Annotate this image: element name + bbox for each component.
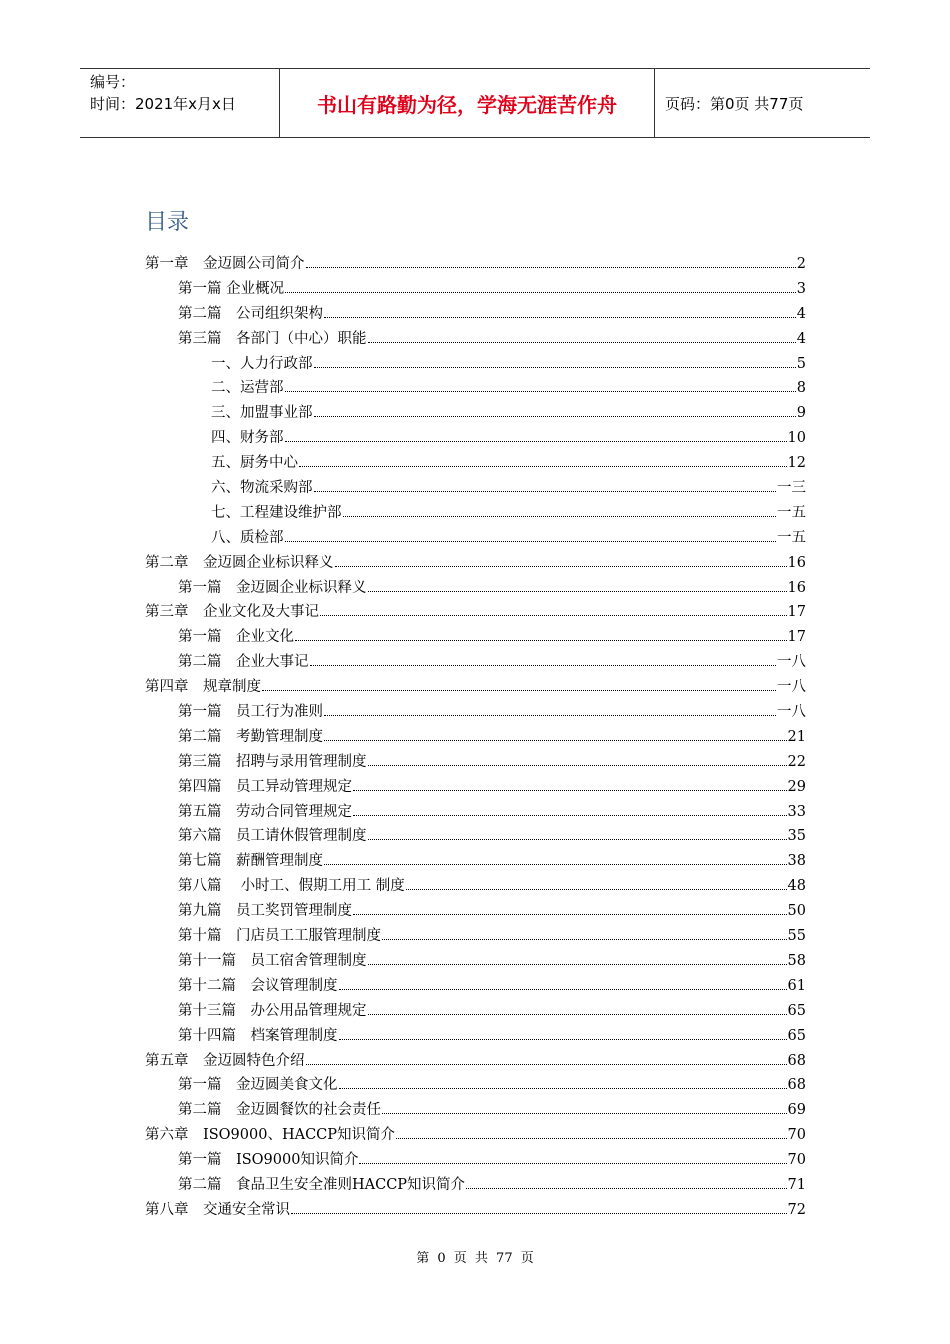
toc-leader-dots <box>324 852 787 865</box>
toc-entry[interactable] <box>145 1148 806 1173</box>
toc-leader-dots <box>324 703 776 716</box>
toc-entry[interactable] <box>145 800 806 825</box>
toc-entry-label: 第七篇 薪酬管理制度 <box>178 853 323 870</box>
toc-entry[interactable] <box>145 1098 806 1123</box>
toc-entry[interactable] <box>145 824 806 849</box>
toc-entry[interactable] <box>145 302 806 327</box>
page-header <box>80 68 870 138</box>
toc-entry[interactable] <box>145 401 806 426</box>
toc-entry[interactable] <box>145 327 806 352</box>
toc-entry-label: 四、财务部 <box>211 430 284 447</box>
toc-entry-page: 12 <box>787 455 806 472</box>
toc-entry-page: 21 <box>787 728 806 745</box>
toc-entry-label: 第四篇 员工异动管理规定 <box>178 778 352 795</box>
toc-entry-label: 第二章 金迈圆企业标识释义 <box>145 554 334 571</box>
toc-leader-dots <box>324 728 787 741</box>
toc-leader-dots <box>291 1201 787 1214</box>
toc-leader-dots <box>306 1052 787 1065</box>
toc-leader-dots <box>306 255 796 268</box>
toc-entry-label: 第四章 规章制度 <box>145 679 261 696</box>
toc-entry[interactable] <box>145 1123 806 1148</box>
toc-leader-dots <box>324 305 796 318</box>
toc-entry[interactable] <box>145 700 806 725</box>
toc-entry[interactable] <box>145 551 806 576</box>
toc-entry[interactable] <box>145 277 806 302</box>
toc-leader-dots <box>368 330 796 343</box>
toc-entry-page: 3 <box>796 280 806 297</box>
toc-entry[interactable] <box>145 1198 806 1223</box>
toc-entry-page: 55 <box>787 928 806 945</box>
toc-leader-dots <box>353 803 787 816</box>
toc-entry-page: 22 <box>787 753 806 770</box>
toc-entry[interactable] <box>145 1173 806 1198</box>
header-time-label: 时间：2021年x月x日 <box>90 95 236 113</box>
toc-entry[interactable] <box>145 501 806 526</box>
toc-entry[interactable] <box>145 725 806 750</box>
toc-leader-dots <box>353 778 787 791</box>
toc-entry-label: 第三篇 各部门（中心）职能 <box>178 330 367 347</box>
toc-entry[interactable] <box>145 775 806 800</box>
toc-entry-page: 72 <box>787 1201 806 1218</box>
toc-entry[interactable] <box>145 352 806 377</box>
toc-entry-page: 一三 <box>777 480 806 497</box>
toc-leader-dots <box>314 479 777 492</box>
toc-title: 目录 <box>145 210 190 235</box>
toc-leader-dots <box>368 952 787 965</box>
toc-entry[interactable] <box>145 675 806 700</box>
toc-entry-page: 70 <box>787 1152 806 1169</box>
toc-entry[interactable] <box>145 625 806 650</box>
toc-leader-dots <box>335 554 787 567</box>
toc-entry-page: 4 <box>796 305 806 322</box>
toc-entry[interactable] <box>145 849 806 874</box>
toc-leader-dots <box>382 927 787 940</box>
toc-entry[interactable] <box>145 1024 806 1049</box>
toc-entry-label: 二、运营部 <box>211 380 284 397</box>
toc-leader-dots <box>285 379 796 392</box>
toc-entry-page: 一八 <box>777 704 806 721</box>
toc-entry-page: 17 <box>787 604 806 621</box>
toc-leader-dots <box>285 280 796 293</box>
toc-entry-page: 68 <box>787 1077 806 1094</box>
toc-entry[interactable] <box>145 1049 806 1074</box>
toc-leader-dots <box>353 902 787 915</box>
toc-entry-page: 一五 <box>777 504 806 521</box>
toc-entry-label: 第一篇 员工行为准则 <box>178 704 323 721</box>
toc-entry-page: 48 <box>787 878 806 895</box>
toc-entry-page: 61 <box>787 977 806 994</box>
toc-leader-dots <box>299 454 787 467</box>
toc-entry[interactable] <box>145 526 806 551</box>
toc-leader-dots <box>368 753 787 766</box>
toc-entry[interactable] <box>145 451 806 476</box>
toc-entry[interactable] <box>145 376 806 401</box>
toc-leader-dots <box>466 1176 786 1189</box>
header-number-label: 编号： <box>90 73 136 91</box>
toc-entry-label: 八、质检部 <box>211 529 284 546</box>
toc-entry-label: 六、物流采购部 <box>211 480 313 497</box>
toc-entry-page: 一八 <box>777 679 806 696</box>
header-page-info: 页码：第0页 共77页 <box>665 94 804 113</box>
toc-entry[interactable] <box>145 999 806 1024</box>
toc-entry-label: 第五篇 劳动合同管理规定 <box>178 803 352 820</box>
toc-leader-dots <box>368 579 787 592</box>
toc-entry[interactable] <box>145 1073 806 1098</box>
toc-entry-page: 38 <box>787 853 806 870</box>
toc-entry-label: 一、人力行政部 <box>211 355 313 372</box>
toc-entry-label: 第二篇 企业大事记 <box>178 654 309 671</box>
toc-entry-label: 第三篇 招聘与录用管理制度 <box>178 753 367 770</box>
toc-entry[interactable] <box>145 600 806 625</box>
toc-entry-page: 50 <box>787 903 806 920</box>
toc-entry-page: 65 <box>787 1027 806 1044</box>
toc-entry[interactable] <box>145 750 806 775</box>
toc-entry-page: 5 <box>796 355 806 372</box>
toc-leader-dots <box>339 1027 787 1040</box>
toc-entry-page: 65 <box>787 1002 806 1019</box>
toc-entry-page: 16 <box>787 579 806 596</box>
toc-entry-page: 一五 <box>777 529 806 546</box>
header-motto: 书山有路勤为径，学海无涯苦作舟 <box>280 69 655 137</box>
toc-entry-page: 35 <box>787 828 806 845</box>
toc-entry[interactable] <box>145 874 806 899</box>
toc-leader-dots <box>382 1101 787 1114</box>
toc-entry-label: 第十一篇 员工宿舍管理制度 <box>178 952 367 969</box>
toc-leader-dots <box>359 1151 786 1164</box>
toc-entry-page: 29 <box>787 778 806 795</box>
toc-entry-label: 三、加盟事业部 <box>211 405 313 422</box>
toc-leader-dots <box>320 603 787 616</box>
toc-entry-page: 33 <box>787 803 806 820</box>
toc-leader-dots <box>285 529 777 542</box>
toc-entry-label: 第八篇 小时工、假期工用工 制度 <box>178 878 405 895</box>
toc-entry-label: 第五章 金迈圆特色介绍 <box>145 1052 305 1069</box>
table-of-contents <box>145 252 806 1223</box>
toc-leader-dots <box>295 628 787 641</box>
toc-entry-label: 第十篇 门店员工工服管理制度 <box>178 928 381 945</box>
toc-entry-label: 第一篇 金迈圆美食文化 <box>178 1077 338 1094</box>
page-footer: 第 0 页 共 77 页 <box>416 1251 534 1266</box>
toc-entry-page: 10 <box>787 430 806 447</box>
toc-entry-label: 第一篇 企业概况 <box>178 280 285 297</box>
toc-leader-dots <box>310 653 777 666</box>
toc-entry-page: 一八 <box>777 654 806 671</box>
toc-leader-dots <box>343 504 777 517</box>
toc-entry[interactable] <box>145 924 806 949</box>
toc-entry-page: 4 <box>796 330 806 347</box>
toc-entry-page: 9 <box>796 405 806 422</box>
toc-entry-label: 第十二篇 会议管理制度 <box>178 977 338 994</box>
toc-leader-dots <box>406 877 787 890</box>
toc-entry-label: 第八章 交通安全常识 <box>145 1201 290 1218</box>
toc-entry-label: 第二篇 金迈圆餐饮的社会责任 <box>178 1102 381 1119</box>
toc-entry[interactable] <box>145 252 806 277</box>
toc-entry-label: 五、厨务中心 <box>211 455 298 472</box>
toc-entry-label: 第二篇 食品卫生安全准则HACCP知识简介 <box>178 1176 466 1193</box>
toc-entry[interactable] <box>145 899 806 924</box>
toc-entry-label: 第二篇 考勤管理制度 <box>178 728 323 745</box>
toc-leader-dots <box>262 678 776 691</box>
toc-leader-dots <box>314 404 796 417</box>
toc-entry-page: 70 <box>787 1127 806 1144</box>
toc-entry[interactable] <box>145 576 806 601</box>
toc-leader-dots <box>339 977 787 990</box>
toc-entry-label: 第十三篇 办公用品管理规定 <box>178 1002 367 1019</box>
toc-entry-label: 第六篇 员工请休假管理制度 <box>178 828 367 845</box>
toc-entry-label: 第一篇 金迈圆企业标识释义 <box>178 579 367 596</box>
toc-entry-label: 第一篇 ISO9000知识简介 <box>178 1152 359 1169</box>
toc-entry-page: 16 <box>787 554 806 571</box>
toc-entry[interactable] <box>145 949 806 974</box>
toc-entry[interactable] <box>145 426 806 451</box>
toc-entry-page: 2 <box>796 256 806 272</box>
toc-leader-dots <box>314 355 796 368</box>
toc-leader-dots <box>285 429 787 442</box>
toc-entry-page: 8 <box>796 380 806 397</box>
header-meta <box>80 69 280 137</box>
toc-entry-label: 第三章 企业文化及大事记 <box>145 604 319 621</box>
toc-entry-page: 17 <box>787 629 806 646</box>
toc-entry[interactable] <box>145 650 806 675</box>
toc-entry-label: 第一章 金迈圆公司简介 <box>145 256 305 272</box>
toc-entry-page: 71 <box>787 1176 806 1193</box>
toc-leader-dots <box>396 1126 787 1139</box>
toc-leader-dots <box>339 1076 787 1089</box>
toc-entry-label: 第六章 ISO9000、HACCP知识简介 <box>145 1127 396 1144</box>
toc-entry-page: 58 <box>787 952 806 969</box>
toc-leader-dots <box>368 827 787 840</box>
toc-entry-label: 第一篇 企业文化 <box>178 629 294 646</box>
toc-leader-dots <box>368 1002 787 1015</box>
toc-entry-label: 第十四篇 档案管理制度 <box>178 1027 338 1044</box>
toc-entry-label: 第九篇 员工奖罚管理制度 <box>178 903 352 920</box>
toc-entry-label: 七、工程建设维护部 <box>211 504 342 521</box>
toc-entry[interactable] <box>145 974 806 999</box>
toc-entry[interactable] <box>145 476 806 501</box>
toc-entry-page: 69 <box>787 1102 806 1119</box>
toc-entry-page: 68 <box>787 1052 806 1069</box>
toc-entry-label: 第二篇 公司组织架构 <box>178 305 323 322</box>
